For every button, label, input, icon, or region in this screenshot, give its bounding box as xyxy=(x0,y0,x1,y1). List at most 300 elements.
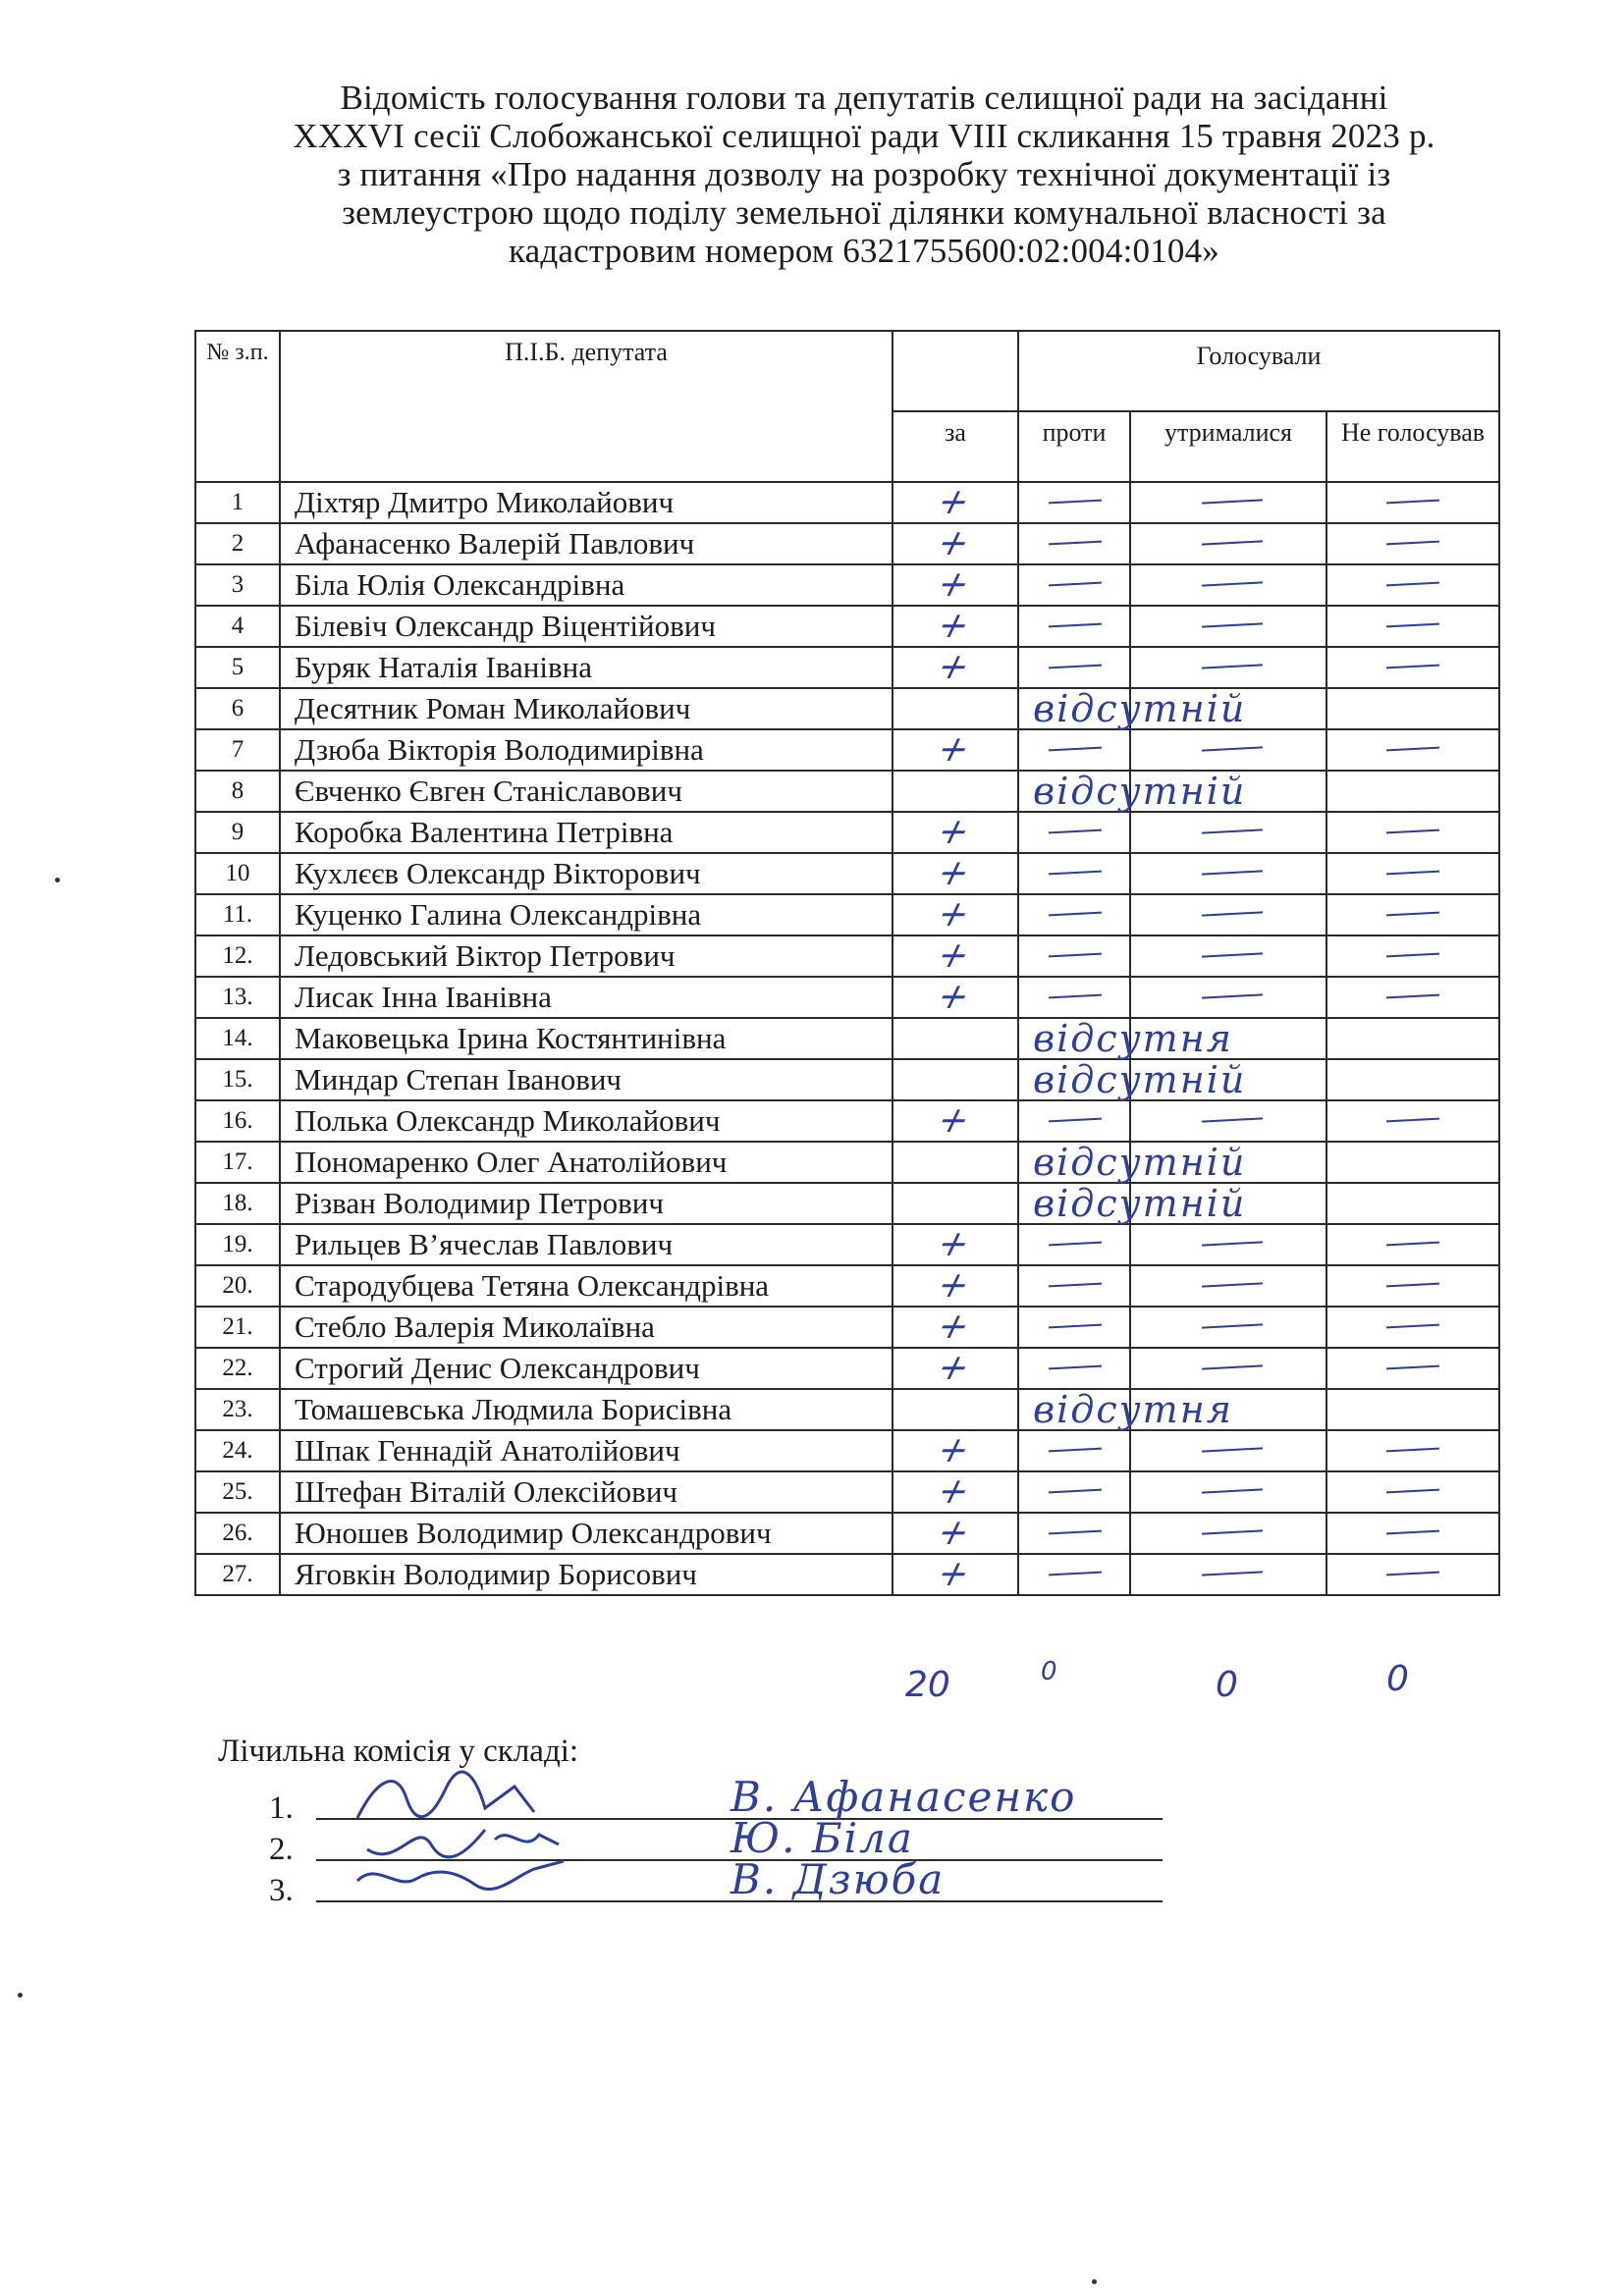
vote-cell-for xyxy=(893,1018,1018,1059)
vote-cell-not-voted xyxy=(1326,935,1499,977)
vote-cell-for xyxy=(893,1059,1018,1100)
vote-cell-not-voted xyxy=(1326,1471,1499,1513)
deputy-name: Строгий Денис Олександрович xyxy=(280,1348,893,1389)
dash-mark xyxy=(1049,829,1102,834)
dash-mark xyxy=(1202,1364,1263,1369)
vote-cell-not-voted xyxy=(1326,1018,1499,1059)
table-row xyxy=(195,1100,1499,1142)
table-row xyxy=(195,853,1499,894)
vote-cell-abstained xyxy=(1130,1265,1326,1307)
row-number: 24. xyxy=(195,1430,280,1471)
vote-cell-for xyxy=(893,1142,1018,1183)
row-number: 22. xyxy=(195,1348,280,1389)
total-not-voted: 0 xyxy=(1386,1659,1409,1699)
row-number: 17. xyxy=(195,1142,280,1183)
dash-mark xyxy=(1049,747,1102,752)
dash-mark xyxy=(1386,1283,1439,1288)
dash-mark xyxy=(1386,871,1439,876)
dash-mark xyxy=(1386,665,1439,669)
vote-cell-for xyxy=(893,564,1018,606)
vote-cell-against xyxy=(1018,647,1130,688)
absent-note: відсутній xyxy=(1033,687,1247,730)
dash-mark xyxy=(1202,581,1263,586)
vote-cell-not-voted xyxy=(1326,1100,1499,1142)
vote-cell-against xyxy=(1018,729,1130,771)
vote-cell-abstained xyxy=(1130,1430,1326,1471)
dash-mark xyxy=(1049,1118,1102,1123)
vote-cell-for xyxy=(893,1265,1018,1307)
dash-mark xyxy=(1386,829,1439,834)
vote-cell-for xyxy=(893,523,1018,564)
table-row xyxy=(195,1554,1499,1595)
deputy-name: Куценко Галина Олександрівна xyxy=(280,894,893,935)
deputy-name: Десятник Роман Миколайович xyxy=(280,688,893,729)
vote-cell-not-voted xyxy=(1326,523,1499,564)
deputy-name: Білевіч Олександр Віцентійович xyxy=(280,606,893,647)
table-row xyxy=(195,1348,1499,1389)
plus-mark: + xyxy=(929,729,978,770)
vote-cell-against xyxy=(1018,1182,1247,1225)
dash-mark xyxy=(1386,1365,1439,1370)
title-line: XXXVI сесії Слобожанської селищної ради VIII скликання 15 травня 2023 р. xyxy=(293,117,1435,155)
row-number: 16. xyxy=(195,1100,280,1142)
dash-mark xyxy=(1049,623,1102,628)
vote-cell-abstained xyxy=(1130,1142,1326,1183)
vote-cell-for xyxy=(893,688,1018,729)
deputy-name: Діхтяр Дмитро Миколайович xyxy=(280,482,893,523)
dash-mark xyxy=(1049,665,1102,669)
deputy-name: Миндар Степан Іванович xyxy=(280,1059,893,1100)
vote-cell-not-voted xyxy=(1326,1430,1499,1471)
scan-speck xyxy=(18,1993,23,1998)
title-line: Відомість голосування голови та депутатів селищної ради на засіданні xyxy=(340,79,1388,117)
header-voted: Голосували xyxy=(1018,331,1499,411)
vote-cell-for xyxy=(893,771,1018,812)
row-number: 25. xyxy=(195,1471,280,1513)
dash-mark xyxy=(1386,541,1439,546)
dash-mark xyxy=(1049,1572,1102,1576)
dash-mark xyxy=(1386,994,1439,999)
vote-cell-abstained xyxy=(1130,1018,1326,1059)
plus-mark: + xyxy=(929,1430,978,1470)
vote-cell-for xyxy=(893,1554,1018,1595)
plus-mark: + xyxy=(929,1513,978,1553)
vote-cell-against xyxy=(1018,1471,1130,1513)
absent-note: відсутній xyxy=(1033,1058,1247,1101)
vote-cell-abstained xyxy=(1130,1059,1326,1100)
dash-mark xyxy=(1049,1242,1102,1247)
dash-mark xyxy=(1386,1242,1439,1247)
dash-mark xyxy=(1049,1530,1102,1535)
dash-mark xyxy=(1049,1283,1102,1288)
vote-cell-against xyxy=(1018,977,1130,1018)
title-line: кадастровим номером 6321755600:02:004:0104» xyxy=(508,232,1219,270)
scan-speck xyxy=(1092,2279,1097,2284)
table-row xyxy=(195,1142,1499,1183)
vote-cell-not-voted xyxy=(1326,606,1499,647)
member-name: В. Афанасенко xyxy=(731,1773,1077,1821)
vote-cell-not-voted xyxy=(1326,1554,1499,1595)
title-line: з питання «Про надання дозволу на розробку технічної документації із xyxy=(337,155,1391,193)
vote-cell-abstained xyxy=(1130,688,1326,729)
header-empty xyxy=(893,331,1018,411)
row-number: 14. xyxy=(195,1018,280,1059)
total-abstained: 0 xyxy=(1216,1665,1238,1705)
deputy-name: Євченко Євген Станіславович xyxy=(280,771,893,812)
vote-cell-against xyxy=(1018,606,1130,647)
deputy-name: Стародубцева Тетяна Олександрівна xyxy=(280,1265,893,1307)
vote-cell-not-voted xyxy=(1326,482,1499,523)
absent-note: відсутня xyxy=(1033,1388,1233,1431)
deputy-name: Пономаренко Олег Анатолійович xyxy=(280,1142,893,1183)
member-number: 2. xyxy=(269,1832,294,1867)
row-number: 11. xyxy=(195,894,280,935)
vote-cell-for xyxy=(893,1307,1018,1348)
vote-cell-for xyxy=(893,935,1018,977)
table-row xyxy=(195,1471,1499,1513)
dash-mark xyxy=(1202,1117,1263,1122)
deputy-name: Дзюба Вікторія Володимирівна xyxy=(280,729,893,771)
total-for: 20 xyxy=(905,1665,950,1705)
member-number: 1. xyxy=(269,1790,294,1826)
plus-mark: + xyxy=(929,1307,978,1347)
member-name: В. Дзюба xyxy=(731,1855,946,1903)
dash-mark xyxy=(1049,1448,1102,1453)
vote-cell-abstained xyxy=(1130,935,1326,977)
vote-cell-for xyxy=(893,1389,1018,1430)
absent-note: відсутній xyxy=(1033,770,1247,813)
header-not-voted: Не голосував xyxy=(1326,411,1499,482)
row-number: 6 xyxy=(195,688,280,729)
dash-mark xyxy=(1386,747,1439,752)
vote-cell-against xyxy=(1018,770,1247,813)
row-number: 26. xyxy=(195,1513,280,1554)
dash-mark xyxy=(1049,953,1102,958)
dash-mark xyxy=(1386,1118,1439,1123)
vote-cell-not-voted xyxy=(1326,1059,1499,1100)
dash-mark xyxy=(1202,1323,1263,1328)
vote-cell-abstained xyxy=(1130,894,1326,935)
dash-mark xyxy=(1202,870,1263,875)
header-number: № з.п. xyxy=(195,331,280,482)
dash-mark xyxy=(1386,582,1439,587)
vote-cell-abstained xyxy=(1130,1224,1326,1265)
dash-mark xyxy=(1386,953,1439,958)
document-title xyxy=(177,79,1551,270)
plus-mark: + xyxy=(929,564,978,605)
deputy-name: Шпак Геннадій Анатолійович xyxy=(280,1430,893,1471)
dash-mark xyxy=(1386,1448,1439,1453)
deputy-name: Маковецька Ірина Костянтинівна xyxy=(280,1018,893,1059)
deputy-name: Афанасенко Валерій Павлович xyxy=(280,523,893,564)
deputy-name: Юношев Володимир Олександрович xyxy=(280,1513,893,1554)
row-number: 19. xyxy=(195,1224,280,1265)
title-line: землеустрою щодо поділу земельної ділянки комунальної власності за xyxy=(342,193,1386,232)
vote-cell-against xyxy=(1018,564,1130,606)
vote-cell-abstained xyxy=(1130,606,1326,647)
plus-mark: + xyxy=(929,935,978,976)
table-row xyxy=(195,1307,1499,1348)
vote-cell-abstained xyxy=(1130,523,1326,564)
dash-mark xyxy=(1202,622,1263,627)
row-number: 1 xyxy=(195,482,280,523)
vote-cell-for xyxy=(893,1430,1018,1471)
vote-cell-against xyxy=(1018,523,1130,564)
dash-mark xyxy=(1386,912,1439,917)
vote-cell-not-voted xyxy=(1326,1513,1499,1554)
vote-cell-against xyxy=(1018,1307,1130,1348)
plus-mark: + xyxy=(929,1224,978,1264)
row-number: 2 xyxy=(195,523,280,564)
header-name: П.І.Б. депутата xyxy=(280,331,893,482)
dash-mark xyxy=(1386,1530,1439,1535)
vote-cell-not-voted xyxy=(1326,1307,1499,1348)
vote-cell-against xyxy=(1018,1430,1130,1471)
row-number: 12. xyxy=(195,935,280,977)
vote-cell-abstained xyxy=(1130,729,1326,771)
vote-cell-against xyxy=(1018,1058,1247,1101)
row-number: 7 xyxy=(195,729,280,771)
plus-mark: + xyxy=(929,606,978,646)
vote-cell-not-voted xyxy=(1326,812,1499,853)
dash-mark xyxy=(1202,993,1263,998)
deputy-name: Томашевська Людмила Борисівна xyxy=(280,1389,893,1430)
vote-cell-abstained xyxy=(1130,1307,1326,1348)
dash-mark xyxy=(1202,828,1263,833)
vote-cell-not-voted xyxy=(1326,1183,1499,1224)
table-row xyxy=(195,1430,1499,1471)
dash-mark xyxy=(1202,1447,1263,1452)
table-row xyxy=(195,647,1499,688)
dash-mark xyxy=(1049,912,1102,917)
vote-cell-not-voted xyxy=(1326,1265,1499,1307)
dash-mark xyxy=(1049,500,1102,505)
absent-note: відсутній xyxy=(1033,1141,1247,1184)
row-number: 20. xyxy=(195,1265,280,1307)
row-number: 13. xyxy=(195,977,280,1018)
dash-mark xyxy=(1386,500,1439,505)
dash-mark xyxy=(1386,1572,1439,1576)
deputy-name: Кухлєєв Олександр Вікторович xyxy=(280,853,893,894)
vote-cell-for xyxy=(893,482,1018,523)
deputy-name: Біла Юлія Олександрівна xyxy=(280,564,893,606)
vote-cell-not-voted xyxy=(1326,977,1499,1018)
dash-mark xyxy=(1202,499,1263,504)
vote-cell-against xyxy=(1018,1513,1130,1554)
table-row xyxy=(195,1183,1499,1224)
vote-cell-not-voted xyxy=(1326,729,1499,771)
dash-mark xyxy=(1386,1324,1439,1329)
vote-cell-against xyxy=(1018,853,1130,894)
vote-cell-against xyxy=(1018,1265,1130,1307)
vote-cell-not-voted xyxy=(1326,853,1499,894)
vote-cell-for xyxy=(893,1513,1018,1554)
vote-cell-for xyxy=(893,606,1018,647)
vote-cell-against xyxy=(1018,1141,1247,1184)
deputy-name: Штефан Віталій Олексійович xyxy=(280,1471,893,1513)
dash-mark xyxy=(1202,746,1263,751)
vote-cell-abstained xyxy=(1130,1554,1326,1595)
deputy-name: Буряк Наталія Іванівна xyxy=(280,647,893,688)
table-row xyxy=(195,1513,1499,1554)
plus-mark: + xyxy=(929,1554,978,1594)
row-number: 9 xyxy=(195,812,280,853)
dash-mark xyxy=(1049,582,1102,587)
dash-mark xyxy=(1202,540,1263,545)
table-row xyxy=(195,729,1499,771)
vote-cell-for xyxy=(893,729,1018,771)
row-number: 10 xyxy=(195,853,280,894)
dash-mark xyxy=(1049,1489,1102,1494)
row-number: 5 xyxy=(195,647,280,688)
vote-cell-abstained xyxy=(1130,564,1326,606)
dash-mark xyxy=(1202,1529,1263,1534)
row-number: 27. xyxy=(195,1554,280,1595)
vote-cell-against xyxy=(1018,1388,1233,1431)
dash-mark xyxy=(1049,1324,1102,1329)
vote-cell-against xyxy=(1018,894,1130,935)
table-row xyxy=(195,606,1499,647)
plus-mark: + xyxy=(929,812,978,852)
table-row xyxy=(195,1059,1499,1100)
vote-cell-not-voted xyxy=(1326,771,1499,812)
member-name: Ю. Біла xyxy=(731,1814,914,1862)
voting-table xyxy=(194,330,1500,1596)
vote-cell-abstained xyxy=(1130,482,1326,523)
table-row xyxy=(195,1389,1499,1430)
vote-cell-for xyxy=(893,977,1018,1018)
vote-cell-abstained xyxy=(1130,1389,1326,1430)
deputy-name: Різван Володимир Петрович xyxy=(280,1183,893,1224)
table-row xyxy=(195,688,1499,729)
vote-cell-abstained xyxy=(1130,771,1326,812)
dash-mark xyxy=(1049,541,1102,546)
dash-mark xyxy=(1202,1282,1263,1287)
vote-cell-against xyxy=(1018,935,1130,977)
row-number: 21. xyxy=(195,1307,280,1348)
dash-mark xyxy=(1202,1571,1263,1575)
row-number: 4 xyxy=(195,606,280,647)
deputy-name: Коробка Валентина Петрівна xyxy=(280,812,893,853)
vote-cell-for xyxy=(893,1348,1018,1389)
vote-cell-for xyxy=(893,647,1018,688)
table-row xyxy=(195,812,1499,853)
deputy-name: Ледовський Віктор Петрович xyxy=(280,935,893,977)
plus-mark: + xyxy=(929,1348,978,1388)
header-against: проти xyxy=(1018,411,1130,482)
vote-cell-for xyxy=(893,1100,1018,1142)
vote-cell-for xyxy=(893,1183,1018,1224)
table-row xyxy=(195,1224,1499,1265)
voting-rows xyxy=(195,482,1499,1595)
table-row xyxy=(195,771,1499,812)
vote-cell-abstained xyxy=(1130,853,1326,894)
vote-cell-against xyxy=(1018,812,1130,853)
absent-note: відсутній xyxy=(1033,1182,1247,1225)
dash-mark xyxy=(1202,952,1263,957)
header-for: за xyxy=(893,411,1018,482)
vote-cell-not-voted xyxy=(1326,1389,1499,1430)
plus-mark: + xyxy=(929,1265,978,1306)
plus-mark: + xyxy=(929,853,978,893)
vote-cell-against xyxy=(1018,482,1130,523)
row-number: 15. xyxy=(195,1059,280,1100)
vote-cell-for xyxy=(893,1224,1018,1265)
plus-mark: + xyxy=(929,647,978,687)
plus-mark: + xyxy=(929,894,978,934)
total-against: 0 xyxy=(1041,1657,1057,1686)
plus-mark: + xyxy=(929,977,978,1017)
vote-cell-against xyxy=(1018,1224,1130,1265)
totals-row xyxy=(0,1657,1624,1724)
vote-cell-not-voted xyxy=(1326,688,1499,729)
row-number: 18. xyxy=(195,1183,280,1224)
row-number: 8 xyxy=(195,771,280,812)
plus-mark: + xyxy=(929,1471,978,1512)
absent-note: відсутня xyxy=(1033,1017,1233,1060)
vote-cell-not-voted xyxy=(1326,1348,1499,1389)
vote-cell-for xyxy=(893,853,1018,894)
member-number: 3. xyxy=(269,1873,294,1908)
dash-mark xyxy=(1386,1489,1439,1494)
vote-cell-abstained xyxy=(1130,1513,1326,1554)
dash-mark xyxy=(1386,623,1439,628)
table-row xyxy=(195,977,1499,1018)
table-row xyxy=(195,523,1499,564)
dash-mark xyxy=(1049,1365,1102,1370)
vote-cell-not-voted xyxy=(1326,647,1499,688)
deputy-name: Стебло Валерія Миколаївна xyxy=(280,1307,893,1348)
plus-mark: + xyxy=(929,523,978,563)
vote-cell-not-voted xyxy=(1326,564,1499,606)
row-number: 3 xyxy=(195,564,280,606)
dash-mark xyxy=(1049,994,1102,999)
signature-image xyxy=(338,1851,593,1906)
vote-cell-abstained xyxy=(1130,1183,1326,1224)
deputy-name: Полька Олександр Миколайович xyxy=(280,1100,893,1142)
vote-cell-for xyxy=(893,1471,1018,1513)
vote-cell-not-voted xyxy=(1326,1224,1499,1265)
commission-label: Лічильна комісія у складі: xyxy=(218,1734,579,1769)
vote-cell-against xyxy=(1018,1554,1130,1595)
vote-cell-abstained xyxy=(1130,1471,1326,1513)
vote-cell-not-voted xyxy=(1326,1142,1499,1183)
vote-cell-against xyxy=(1018,1017,1233,1060)
table-row xyxy=(195,564,1499,606)
vote-cell-not-voted xyxy=(1326,894,1499,935)
table-row xyxy=(195,935,1499,977)
table-row xyxy=(195,894,1499,935)
vote-cell-abstained xyxy=(1130,647,1326,688)
vote-cell-abstained xyxy=(1130,1348,1326,1389)
dash-mark xyxy=(1202,664,1263,668)
commission-member xyxy=(269,1855,946,1909)
dash-mark xyxy=(1202,1241,1263,1246)
plus-mark: + xyxy=(929,1100,978,1141)
vote-cell-for xyxy=(893,894,1018,935)
vote-cell-abstained xyxy=(1130,977,1326,1018)
dash-mark xyxy=(1202,1488,1263,1493)
table-row xyxy=(195,1265,1499,1307)
plus-mark: + xyxy=(929,482,978,522)
vote-cell-for xyxy=(893,812,1018,853)
deputy-name: Рильцев В’ячеслав Павлович xyxy=(280,1224,893,1265)
commission-member xyxy=(269,1773,1077,1827)
vote-cell-abstained xyxy=(1130,812,1326,853)
deputy-name: Яговкін Володимир Борисович xyxy=(280,1554,893,1595)
header-abstained: утрималися xyxy=(1130,411,1326,482)
table-row xyxy=(195,482,1499,523)
